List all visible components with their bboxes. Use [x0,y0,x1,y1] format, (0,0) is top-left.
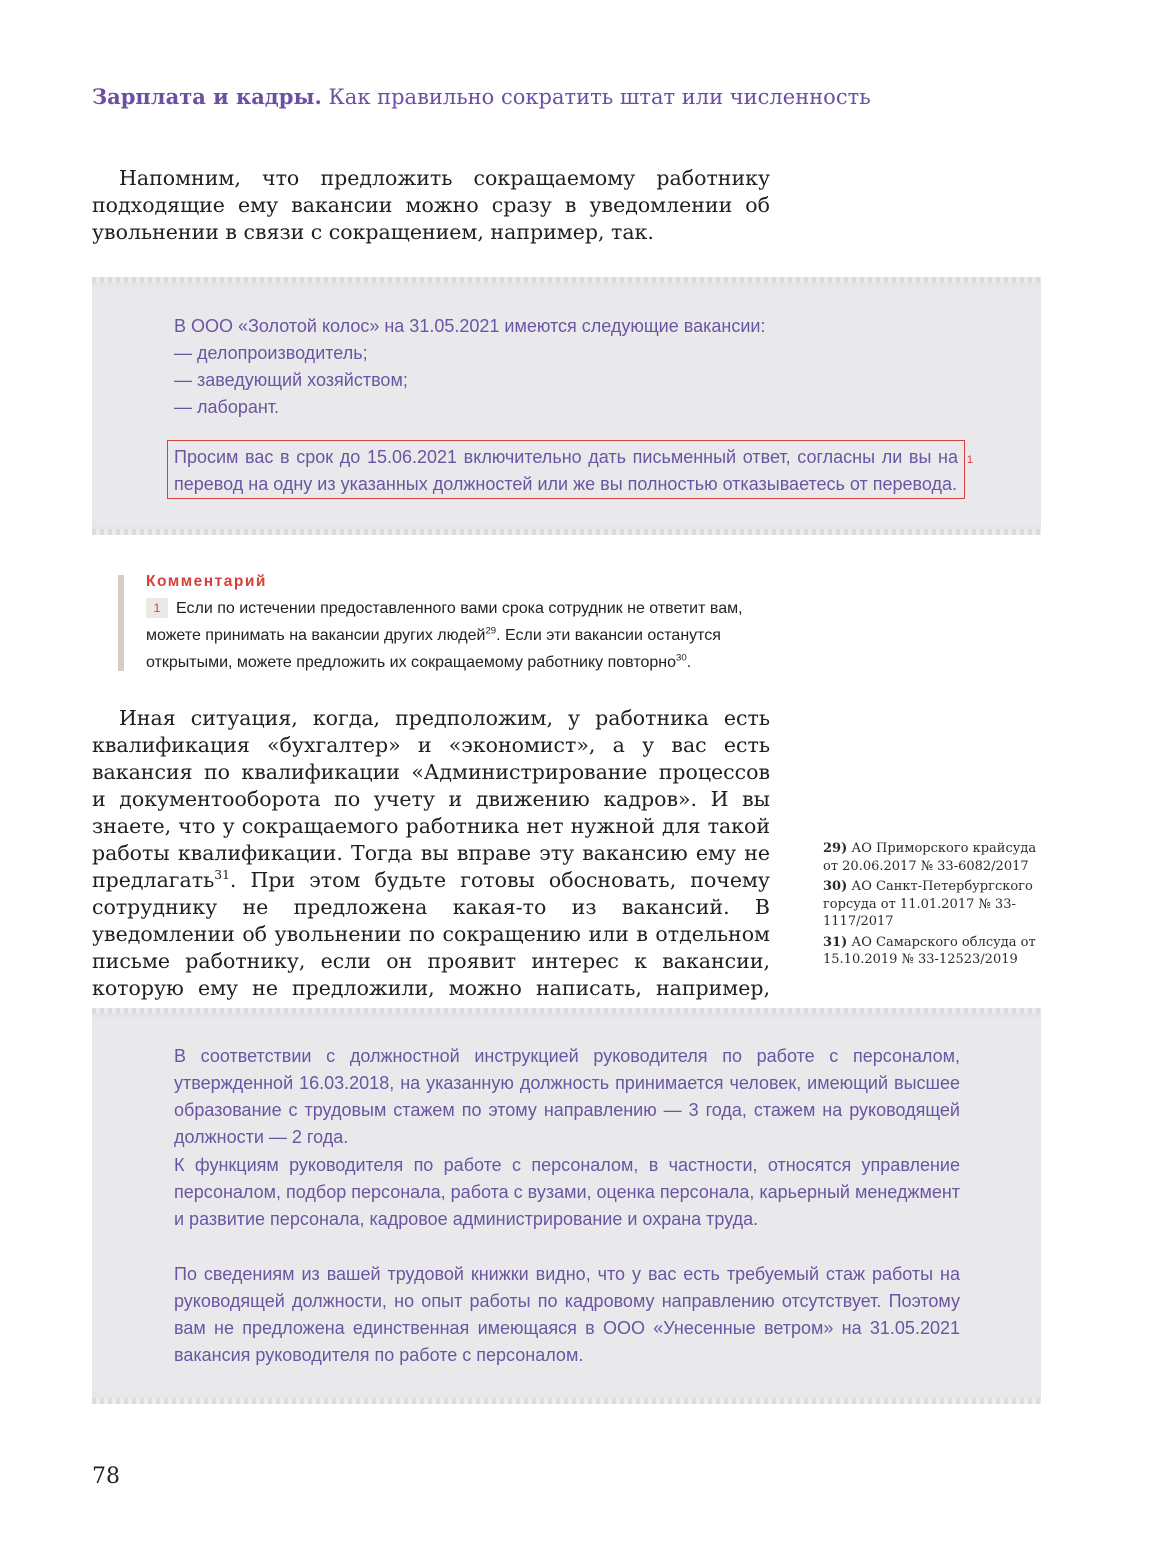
footnote-text: АО Приморского крайсуда от 20.06.2017 № 33-6082/2017 [823,841,1037,874]
list-item: — делопроизводитель; [174,343,368,363]
highlighted-request [167,440,973,499]
comment-title: Комментарий [146,573,267,590]
footnote-number: 29) [823,841,848,856]
comment-number: 1 [146,598,168,618]
footnote-ref-29: 29 [485,625,497,637]
sample-box-vacancies [92,277,1041,535]
sample-paragraph: В соответствии с должностной инструкцией руководителя по работе с персоналом, утвержденной 16.03.2018, на указанную должность принимается человек, имеющий высшее образование с трудовым стажем по этому направлению — 3 года, стажем на руководящей должности — 2 года. [174,1046,960,1147]
footnote-text: АО Самарского облсуда от 15.10.2019 № 33-12523/2019 [823,934,1036,967]
footnote-number: 30) [823,879,848,894]
comment-text-part: Если по истечении предоставленного вами срока сотрудник не ответит вам, можете принимать на вакансии других людей [146,600,743,644]
footnote-29 [823,840,1053,875]
section-title: Зарплата и кадры. [92,84,322,109]
main-paragraph [92,705,770,1029]
running-head [92,84,871,109]
sample-paragraph: По сведениям из вашей трудовой книжки видно, что у вас есть требуемый стаж работы на руководящей должности, но опыт работы по кадровому направлению отсутствует. Поэтому вам не предложена единственная имеющаяся в ООО «Унесенные ветром» на 31.05.2021 вакансия руководителя по работе с персоналом. [174,1264,960,1365]
list-item: — лаборант. [174,397,280,417]
footnote-30 [823,878,1053,931]
chapter-title: Как правильно сократить штат или численность [328,85,871,109]
footnote-ref-31: 31 [214,868,230,883]
page-number: 78 [92,1464,120,1489]
comment-block [118,575,768,671]
comment-text-part: . Если эти вакансии останутся открытыми, можете предложить их сокращаемому работнику повторно [146,627,721,671]
list-item: — заведующий хозяйством; [174,370,408,390]
paragraph-part: Иная ситуация, когда, предположим, у работника есть квалификация «бухгалтер» и «экономист», а у вас есть вакансия по квалификации «Администрирование процессов и документооборота по учету и движению кадров». И вы знаете, что у сокращаемого работника нет нужной для такой работы квалификации. Тогда вы вправе эту вакансию ему не предлагать [92,706,770,892]
sample-box-refusal [92,1008,1041,1404]
vacancy-intro: В ООО «Золотой колос» на 31.05.2021 имеются следующие вакансии: [174,316,766,336]
footnote-text: АО Санкт-Петербургского горсуда от 11.01.2017 № 33-1117/2017 [823,879,1033,929]
comment-marker: 1 [966,454,973,466]
highlighted-text: Просим вас в срок до 15.06.2021 включительно дать письменный ответ, согласны ли вы на перевод на одну из указанных должностей или же вы полностью отказываетесь от перевода. [174,447,958,494]
sample-paragraph: К функциям руководителя по работе с персоналом, в частности, относятся управление персоналом, подбор персонала, работа с вузами, оценка персонала, карьерный менеджмент и развитие персонала, кадровое администрирование и охрана труда. [174,1155,961,1229]
intro-paragraph: Напомним, что предложить сокращаемому работнику подходящие ему вакансии можно сразу в уведомлении об увольнении в связи с сокращением, например, так. [92,166,770,244]
comment-text-part: . [686,654,692,671]
footnote-31 [823,934,1053,969]
footnote-ref-30: 30 [676,652,687,664]
vacancy-list [174,340,408,421]
paragraph-part: . При этом будьте готовы обосновать, почему сотруднику не предложена какая-то из вакансий. В уведомлении об увольнении по сокращению или в отдельном письме работнику, если он проявит интерес к вакансии, которую ему не предложили, можно написать, например, [92,868,770,1000]
comment-text [146,595,768,676]
footnote-number: 31) [823,934,848,950]
footnotes [823,840,1053,972]
